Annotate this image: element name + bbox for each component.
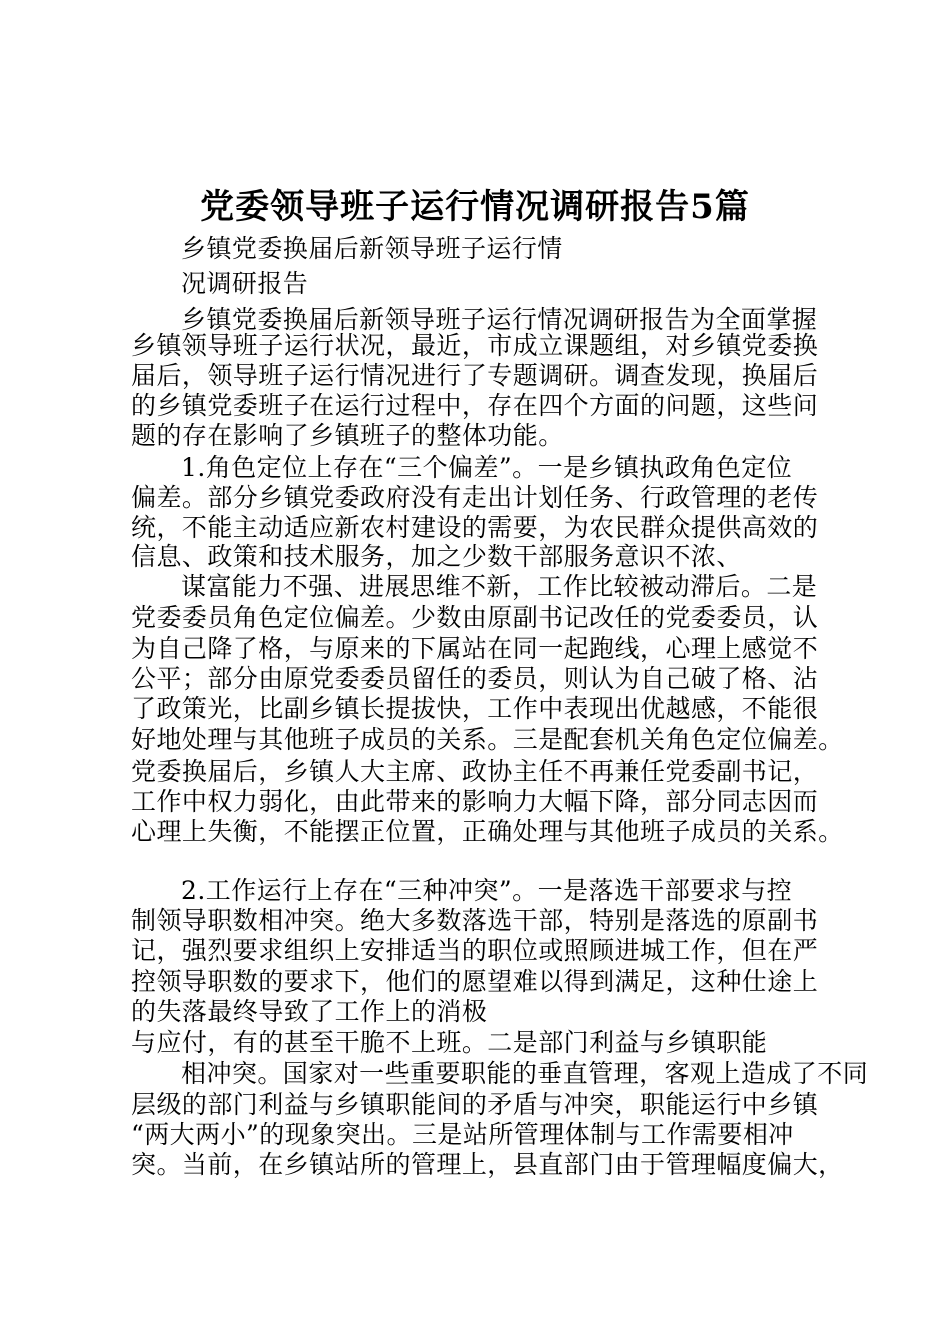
paragraph-line: 公平；部分由原党委委员留任的委员，则认为自己破了格、沾 xyxy=(131,664,819,693)
paragraph-line: 为自己降了格，与原来的下属站在同一起跑线，心理上感觉不 xyxy=(131,634,819,663)
paragraph-line: 1.角色定位上存在“三个偏差”。一是乡镇执政角色定位 xyxy=(181,453,793,482)
paragraph-line: 信息、政策和技术服务，加之少数干部服务意识不浓、 xyxy=(131,542,742,571)
paragraph-line: 制领导职数相冲突。绝大多数落选干部，特别是落选的原副书 xyxy=(131,906,819,935)
paragraph-line: 突。当前，在乡镇站所的管理上，县直部门由于管理幅度偏大， xyxy=(131,1150,844,1179)
paragraph-line: 谋富能力不强、进展思维不新，工作比较被动滞后。二是 xyxy=(181,572,818,601)
paragraph-line: 相冲突。国家对一些重要职能的垂直管理，客观上造成了不同 xyxy=(181,1059,869,1088)
paragraph-line: 工作中权力弱化，由此带来的影响力大幅下降，部分同志因而 xyxy=(131,787,819,816)
document-title: 党委领导班子运行情况调研报告5篇 xyxy=(200,187,750,227)
paragraph-line: 党委委员角色定位偏差。少数由原副书记改任的党委委员，认 xyxy=(131,603,819,632)
paragraph-line: 的乡镇党委班子在运行过程中，存在四个方面的问题，这些问 xyxy=(131,391,819,420)
subtitle-line: 况调研报告 xyxy=(181,269,309,298)
paragraph-line: 偏差。部分乡镇党委政府没有走出计划任务、行政管理的老传 xyxy=(131,483,819,512)
paragraph-line: 乡镇领导班子运行状况，最近，市成立课题组，对乡镇党委换 xyxy=(131,331,819,360)
paragraph-line: “两大两小”的现象突出。三是站所管理体制与工作需要相冲 xyxy=(131,1120,794,1149)
paragraph-line: 党委换届后，乡镇人大主席、政协主任不再兼任党委副书记， xyxy=(131,757,819,786)
paragraph-line: 届后，领导班子运行情况进行了专题调研。调查发现，换届后 xyxy=(131,361,819,390)
paragraph-line: 与应付，有的甚至干脆不上班。二是部门利益与乡镇职能 xyxy=(131,1028,768,1057)
paragraph-line: 控领导职数的要求下，他们的愿望难以得到满足，这种仕途上 xyxy=(131,967,819,996)
paragraph-line: 好地处理与其他班子成员的关系。三是配套机关角色定位偏差。 xyxy=(131,725,844,754)
paragraph-line: 题的存在影响了乡镇班子的整体功能。 xyxy=(131,421,564,450)
paragraph-line: 2.工作运行上存在“三种冲突”。一是落选干部要求与控 xyxy=(181,876,793,905)
paragraph-line: 乡镇党委换届后新领导班子运行情况调研报告为全面掌握 xyxy=(181,305,818,334)
subtitle-line: 乡镇党委换届后新领导班子运行情 xyxy=(181,234,563,263)
paragraph-line: 统，不能主动适应新农村建设的需要，为农民群众提供高效的 xyxy=(131,513,819,542)
paragraph-line: 了政策光，比副乡镇长提拔快，工作中表现出优越感，不能很 xyxy=(131,694,819,723)
paragraph-line: 心理上失衡，不能摆正位置，正确处理与其他班子成员的关系。 xyxy=(131,817,844,846)
paragraph-line: 记，强烈要求组织上安排适当的职位或照顾进城工作，但在严 xyxy=(131,936,819,965)
paragraph-line: 的失落最终导致了工作上的消极 xyxy=(131,997,488,1026)
paragraph-line: 层级的部门利益与乡镇职能间的矛盾与冲突，职能运行中乡镇 xyxy=(131,1090,819,1119)
